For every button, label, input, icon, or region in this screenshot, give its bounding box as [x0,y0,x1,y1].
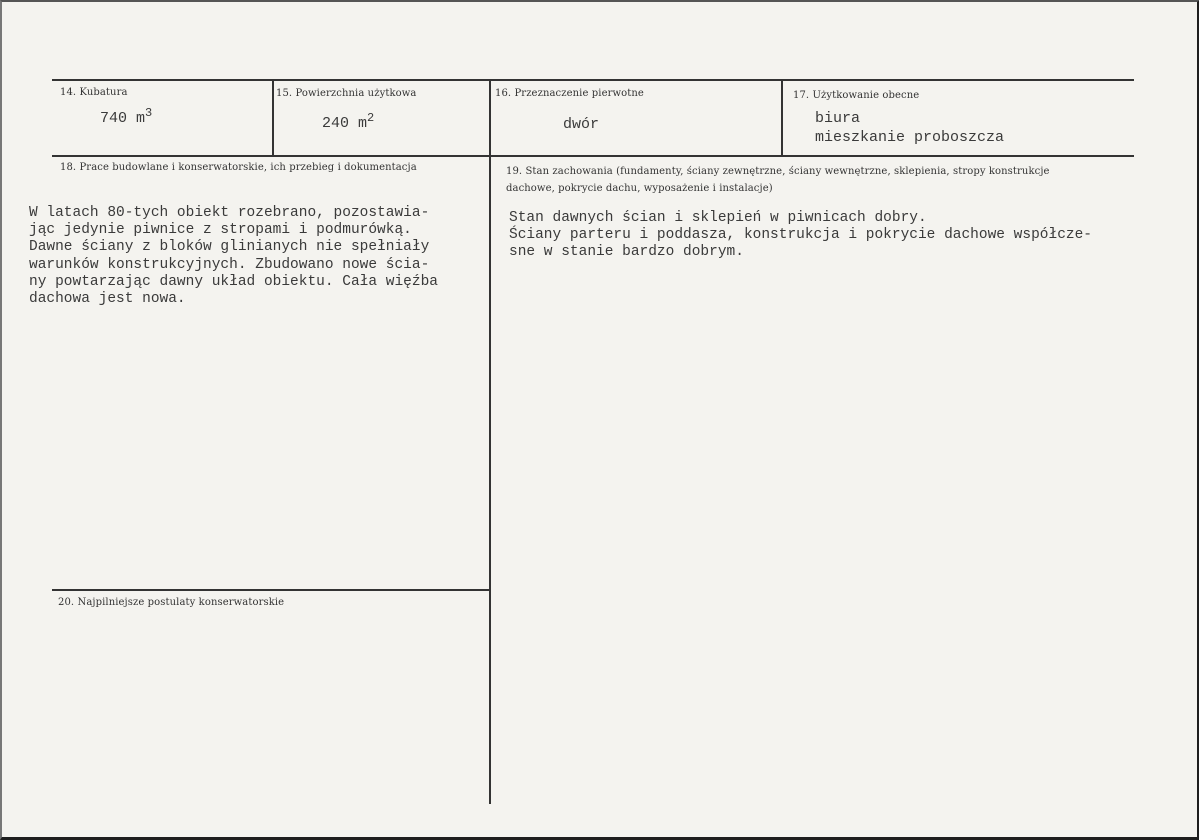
field-19-line: Ściany parteru i poddasza, konstrukcja i pokrycie dachowe współcze- [509,227,1092,244]
field-20-label: 20. Najpilniejsze postulaty konserwatorskie [58,597,285,608]
divider-15-16 [489,79,491,804]
field-18-line: dachowa jest nowa. [29,291,186,308]
field-14-exponent: 3 [145,106,153,120]
field-14-number: 740 m [100,110,146,127]
field-19-text [509,210,1092,262]
field-17-label: 17. Użytkowanie obecne [793,90,920,101]
field-19-line: Stan dawnych ścian i sklepień w piwnicach dobry. [509,210,927,226]
field-15-exponent: 2 [367,111,375,125]
field-17-value-2: mieszkanie proboszcza [815,129,1005,146]
divider-14-15 [272,79,274,156]
field-16-label: 16. Przeznaczenie pierwotne [495,88,644,99]
divider-16-17 [781,79,783,156]
field-18-line: warunków konstrukcyjnych. Zbudowano nowe ścia- [29,256,430,273]
field-18-line: ny powtarzając dawny układ obiektu. Cała więźba [29,273,438,290]
top-rule [52,79,1134,81]
field-14-value [100,106,152,127]
field-18-line: jąc jedynie piwnice z stropami i podmurówką. [29,222,412,239]
header-row-bottom-rule [52,155,1134,157]
field-15-number: 240 m [322,115,368,132]
field-18-line: Dawne ściany z bloków glinianych nie spełniały [29,239,430,256]
field-15-label: 15. Powierzchnia użytkowa [276,88,417,99]
field-16-value: dwór [563,116,600,133]
field-15-value [322,111,374,132]
field-18-text [29,205,438,308]
field-17-value-1: biura [815,110,861,127]
field-19-label: 19. Stan zachowania (fundamenty, ściany zewnętrzne, ściany wewnętrzne, sklepienia, stropy konstrukcje dachowe, pokrycie dachu, wyposażenie i instalacje) [506,166,1050,194]
field-18-line: W latach 80-tych obiekt rozebrano, pozostawia- [29,205,430,221]
field-14-label: 14. Kubatura [60,87,128,98]
field-19-line: sne w stanie bardzo dobrym. [509,244,744,261]
field-18-label: 18. Prace budowlane i konserwatorskie, ich przebieg i dokumentacja [60,162,417,173]
section-20-rule [52,589,489,591]
